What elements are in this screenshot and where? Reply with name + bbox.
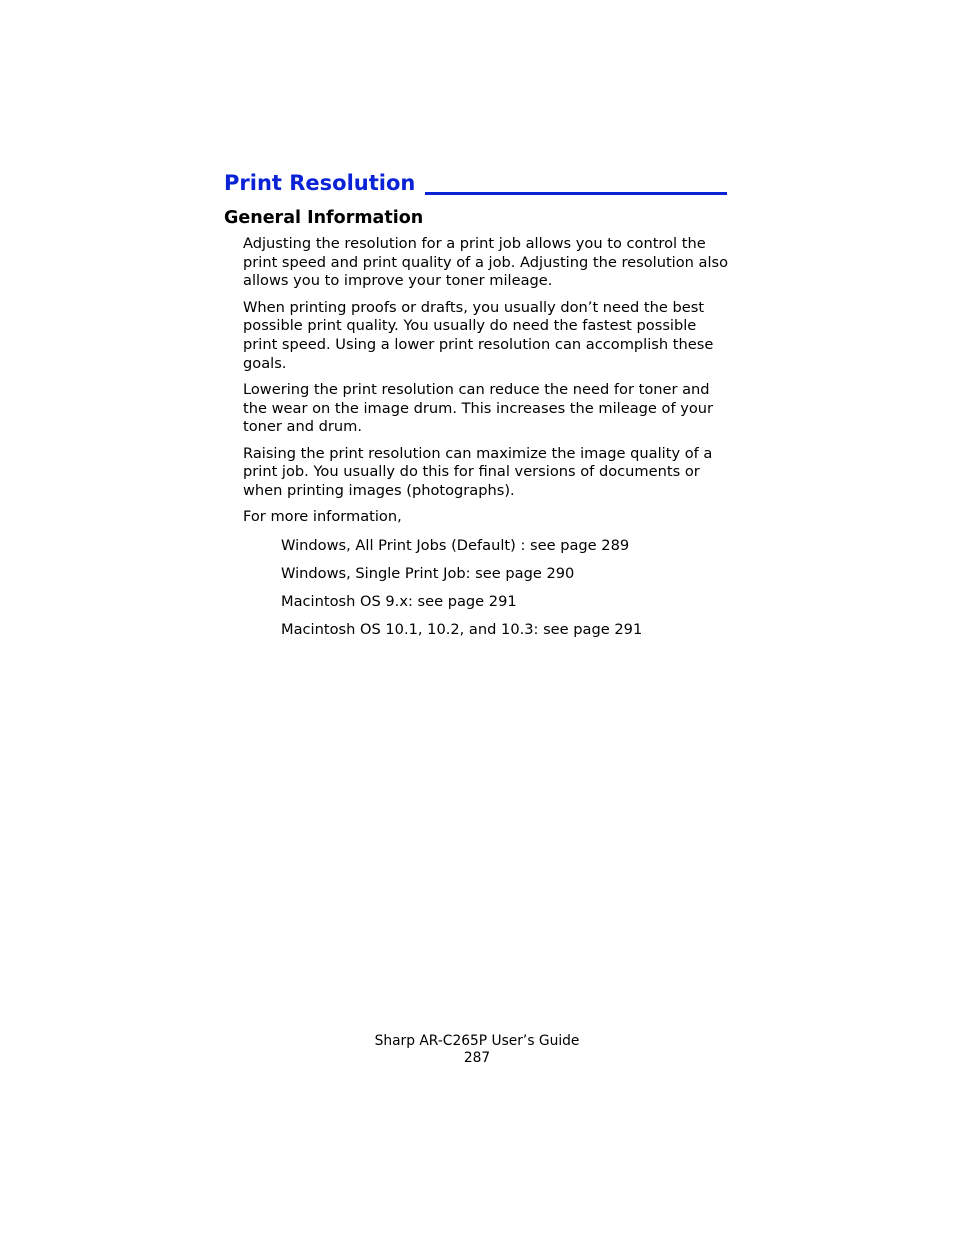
page-footer: [0, 1033, 954, 1067]
reference-link-windows-single-job[interactable]: Windows, Single Print Job: see page 290: [281, 565, 575, 582]
footer-page-number: 287: [463, 1050, 491, 1066]
reference-link-windows-all-jobs[interactable]: Windows, All Print Jobs (Default) : see page 289: [281, 537, 630, 554]
section-heading: General Information: [224, 208, 424, 228]
page-title-text: Print Resolution: [224, 171, 416, 195]
paragraph-lowering-resolution: Lowering the print resolution can reduce the need for toner and the wear on the image drum. This increases the mileage of your toner and drum.: [243, 380, 714, 436]
body-text: [243, 235, 733, 534]
reference-list: [281, 536, 642, 648]
footer-guide-name: Sharp AR-C265P User’s Guide: [374, 1033, 580, 1049]
reference-link-macintosh-os9[interactable]: Macintosh OS 9.x: see page 291: [281, 593, 517, 610]
page-title: [224, 168, 727, 198]
paragraph-proofs-drafts: When printing proofs or drafts, you usually don’t need the best possible print quality. You usually do need the fastest possible print speed. Using a lower print resolution can accomplish these goals.: [243, 298, 714, 372]
paragraph-adjusting-resolution: Adjusting the resolution for a print job allows you to control the print speed and print quality of a job. Adjusting the resolution also allows you to improve your toner mileage.: [243, 235, 729, 290]
reference-link-macintosh-os10[interactable]: Macintosh OS 10.1, 10.2, and 10.3: see page 291: [281, 621, 643, 638]
paragraph-more-information: For more information,: [243, 508, 402, 526]
paragraph-raising-resolution: Raising the print resolution can maximize the image quality of a print job. You usually do this for final versions of documents or when printing images (photographs).: [243, 444, 713, 499]
title-underline-rule: [425, 192, 727, 195]
